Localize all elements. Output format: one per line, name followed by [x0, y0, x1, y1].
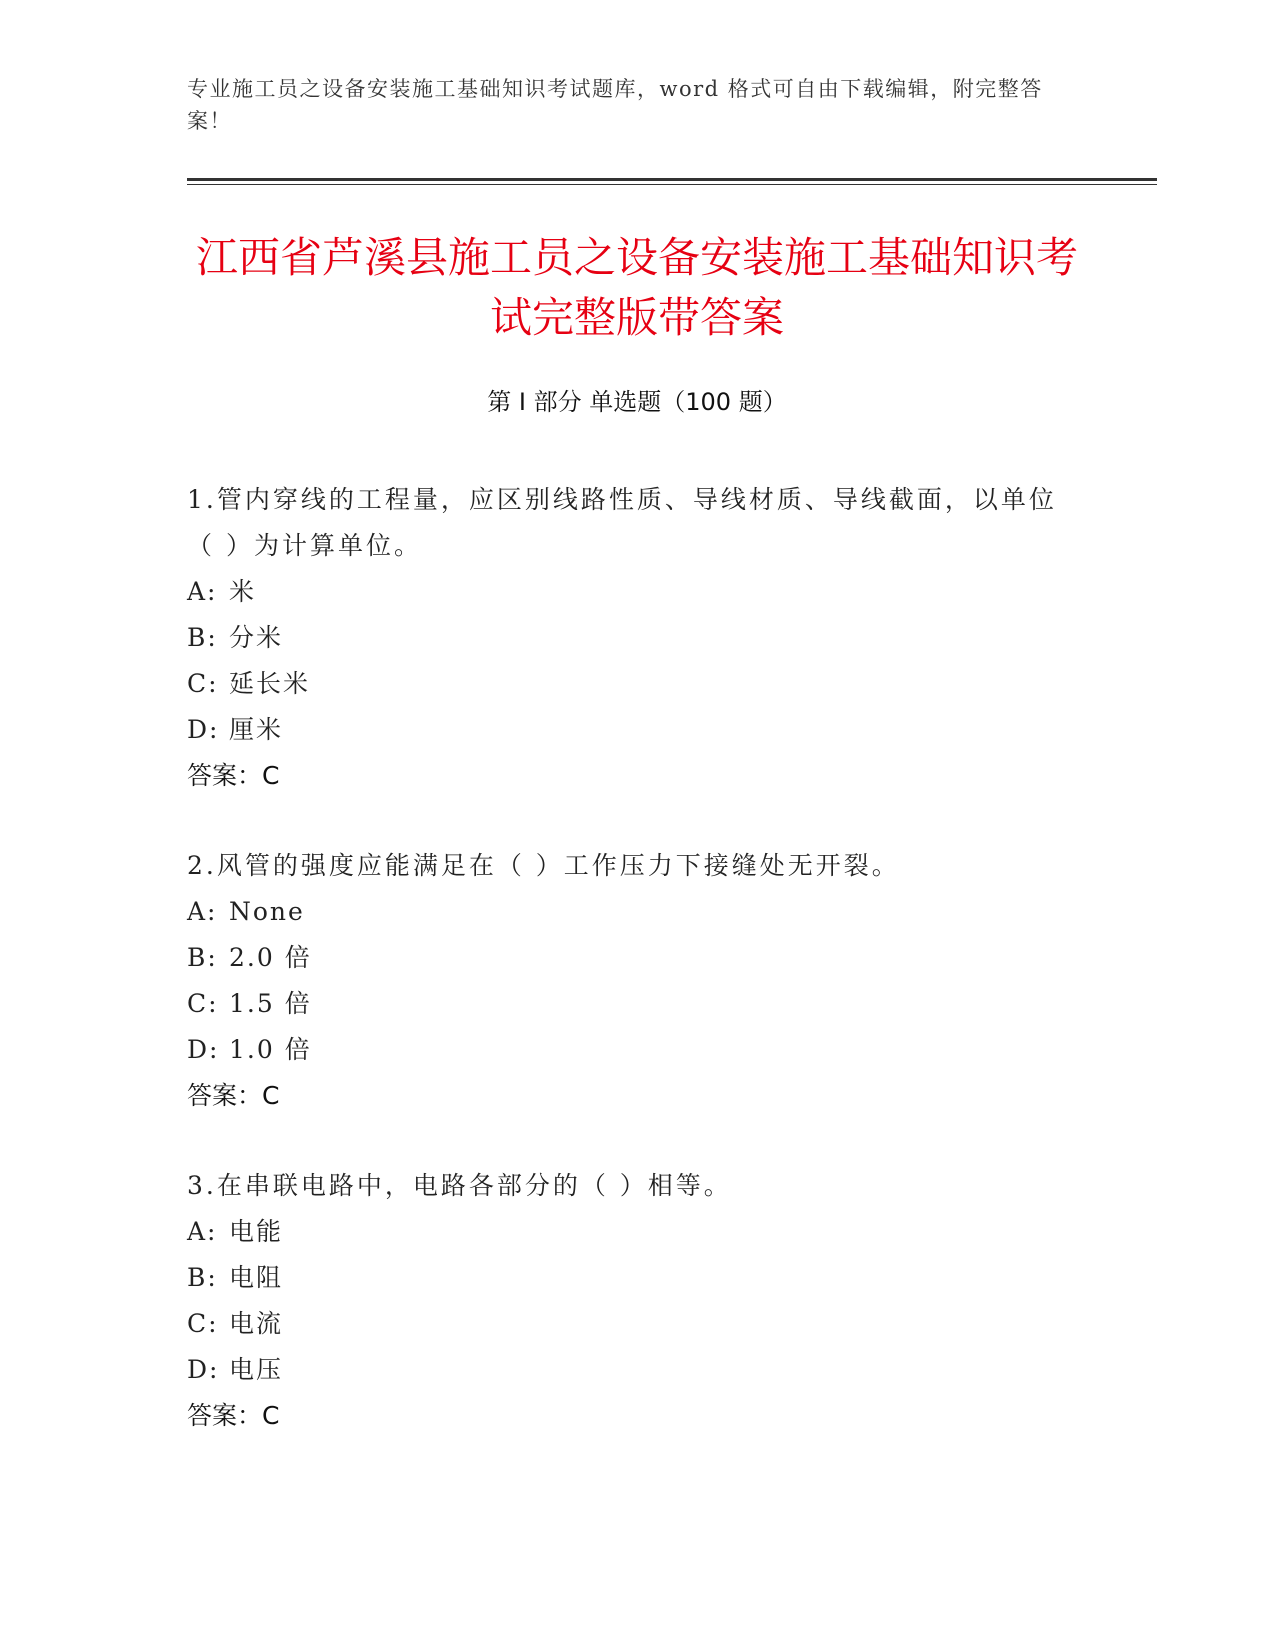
question-stem: 1.管内穿线的工程量，应区别线路性质、导线材质、导线截面，以单位（ ）为计算单位。 [187, 485, 1057, 560]
option-letter: A: [187, 897, 218, 926]
option-text: None [229, 897, 305, 926]
section-heading: 第 I 部分 单选题（100 题） [487, 388, 787, 416]
question-1 [187, 477, 1067, 799]
question-stem: 3.在串联电路中，电路各部分的（ ）相等。 [187, 1171, 732, 1200]
question-2 [187, 843, 1067, 1119]
option-letter: A: [187, 1217, 218, 1246]
option-a [187, 569, 1067, 615]
answer-line: 答案：C [187, 761, 280, 790]
option-letter: B: [187, 1263, 218, 1292]
option-letter: C: [187, 669, 219, 698]
option-text: 厘米 [229, 715, 284, 744]
option-b [187, 935, 1067, 981]
header-note: 专业施工员之设备安装施工基础知识考试题库，word 格式可自由下载编辑，附完整答案！ [187, 77, 1043, 133]
option-letter: D: [187, 1035, 220, 1064]
option-text: 电阻 [229, 1263, 284, 1292]
header-divider-thick [187, 178, 1157, 181]
option-d [187, 1347, 1067, 1393]
option-letter: D: [187, 1355, 220, 1384]
option-b [187, 1255, 1067, 1301]
option-text: 延长米 [229, 669, 311, 698]
document-title: 江西省芦溪县施工员之设备安装施工基础知识考试完整版带答案 [195, 233, 1078, 342]
option-text: 1.5 倍 [229, 989, 312, 1018]
option-letter: C: [187, 989, 219, 1018]
answer-line: 答案：C [187, 1401, 280, 1430]
option-d [187, 1027, 1067, 1073]
option-letter: C: [187, 1309, 219, 1338]
question-list [187, 477, 1067, 1483]
option-text: 1.0 倍 [229, 1035, 312, 1064]
answer-line: 答案：C [187, 1081, 280, 1110]
option-text: 米 [229, 577, 257, 606]
option-text: 电能 [229, 1217, 284, 1246]
option-text: 2.0 倍 [229, 943, 312, 972]
option-letter: B: [187, 943, 218, 972]
option-text: 分米 [229, 623, 284, 652]
option-text: 电流 [229, 1309, 284, 1338]
option-letter: B: [187, 623, 218, 652]
option-c [187, 981, 1067, 1027]
option-text: 电压 [229, 1355, 284, 1384]
option-letter: D: [187, 715, 220, 744]
option-a [187, 1209, 1067, 1255]
question-3 [187, 1163, 1067, 1439]
option-a [187, 889, 1067, 935]
header-divider-thin [187, 184, 1157, 185]
option-c [187, 1301, 1067, 1347]
option-letter: A: [187, 577, 218, 606]
question-stem: 2.风管的强度应能满足在（ ）工作压力下接缝处无开裂。 [187, 851, 900, 880]
option-b [187, 615, 1067, 661]
option-c [187, 661, 1067, 707]
option-d [187, 707, 1067, 753]
